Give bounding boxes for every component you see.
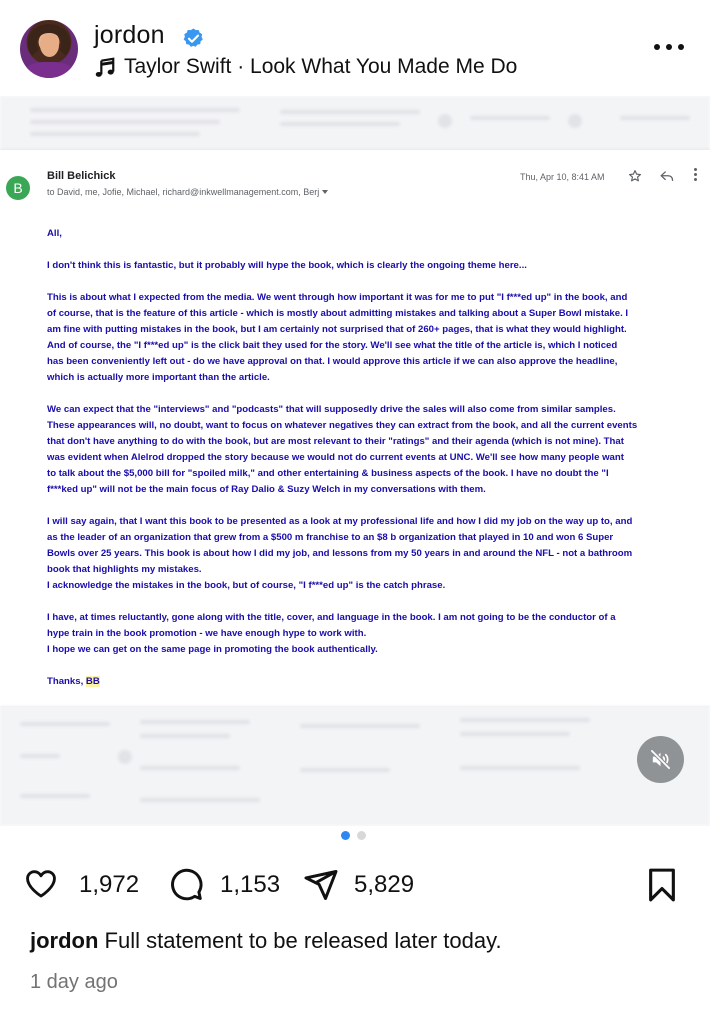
mute-button[interactable] <box>637 736 684 783</box>
action-bar <box>0 860 710 912</box>
email-line: of course, that is the feature of this article - which is mostly about admitting mistakes and talking about a Super Bowl mistake. I <box>47 308 629 319</box>
email-line: am fine with putting mistakes in the book, but I am certainly not surprised that of 260+ pages, that is what they would highlight. <box>47 324 627 335</box>
share-count[interactable]: 5,829 <box>354 871 415 898</box>
email-signoff: Thanks, BB <box>47 676 100 687</box>
email-line: to talk about the $5,000 bill for "spoiled milk," and other entertaining & business aspects of the book. I have no doubt the "I <box>47 468 609 479</box>
song-title[interactable]: Taylor Swift · Look What You Made Me Do <box>124 55 518 78</box>
chevron-down-icon <box>322 190 328 194</box>
paper-plane-icon[interactable] <box>303 867 339 903</box>
blurred-background-bottom <box>0 706 710 826</box>
email-body <box>47 226 710 690</box>
caption-username[interactable]: jordon <box>30 928 99 953</box>
carousel-dot <box>357 831 366 840</box>
email-line: which is actually more important than the article. <box>47 372 270 383</box>
more-options-icon[interactable] <box>654 42 686 52</box>
email-line: I will say again, that I want this book to be presented as a look at my professional life and how I did my job on the way up to, and <box>47 516 633 527</box>
post-header <box>0 0 710 96</box>
sender-name: Bill Belichick <box>47 170 116 182</box>
email-line: as the leader of an organization that grew from a $500 m franchise to an $8 b organization that played in 10 and won 6 Super <box>47 532 614 543</box>
sender-avatar: B <box>6 176 30 200</box>
email-line: I acknowledge the mistakes in the book, but of course, "I f***ed up" is the catch phrase. <box>47 580 446 591</box>
email-line: We can expect that the "interviews" and "podcasts" that will supposedly drive the sales will also come from similar samples. <box>47 404 616 415</box>
email-screenshot <box>0 150 710 706</box>
heart-icon[interactable] <box>23 867 59 901</box>
email-line: I have, at times reluctantly, gone along with the title, cover, and language in the book. I am not going to be the conductor of a <box>47 612 616 623</box>
carousel-indicator <box>341 831 371 841</box>
email-line: hype train in the book promotion - we have enough hype to work with. <box>47 628 367 639</box>
email-line: These appearances will, no doubt, want to focus on whatever negatives they can extract from the book, and all the current events <box>47 420 638 431</box>
email-line: that don't have anything to do with the book, but are most relevant to their "ratings" and their agenda (which is not mine). That <box>47 436 624 447</box>
email-line: I don't think this is fantastic, but it probably will hype the book, which is clearly the ongoing theme here... <box>47 260 527 271</box>
carousel-dot-active <box>341 831 350 840</box>
caption <box>30 928 502 954</box>
post-username[interactable]: jordon <box>94 21 165 49</box>
post-timestamp: 1 day ago <box>30 971 118 993</box>
signoff-initials: BB <box>85 676 100 687</box>
email-line: book that highlights my mistakes. <box>47 564 202 575</box>
like-count[interactable]: 1,972 <box>79 871 140 898</box>
reply-icon <box>660 170 674 182</box>
recipients-line: to David, me, Jofie, Michael, richard@inkwellmanagement.com, Berj <box>47 187 328 197</box>
email-line: Bowls over 25 years. This book is about how I did my job, and lessons from my 50 years in and around the NFL - not a bathroom <box>47 548 633 559</box>
email-line: has been conveniently left out - do we have approval on that. I would approve this article if we can also approve the headline, <box>47 356 618 367</box>
email-line: f***ked up" will not be the main focus of Ray Dalio & Suzy Welch in my conversations with them. <box>47 484 486 495</box>
verified-badge-icon <box>182 27 205 50</box>
bookmark-icon[interactable] <box>645 866 679 904</box>
caption-text: Full statement to be released later today. <box>98 928 502 953</box>
blurred-background-top <box>0 96 710 150</box>
email-line: was evident when Alelrod dropped the story because we would not do current events at UNC. We'll see how many people want <box>47 452 624 463</box>
post-media[interactable] <box>0 96 710 826</box>
music-note-icon <box>94 57 116 79</box>
speaker-muted-icon <box>649 748 672 771</box>
email-date: Thu, Apr 10, 8:41 AM <box>520 172 605 182</box>
email-more-icon <box>694 168 698 182</box>
comment-bubble-icon[interactable] <box>168 867 204 903</box>
avatar[interactable] <box>20 20 78 78</box>
email-line: This is about what I expected from the media. We went through how important it was for me to put "I f***ed up" in the book, and <box>47 292 628 303</box>
email-line: And of course, the "I f***ed up" is the click bait they used for the story. We'll see what the title of the article is, which I noticed <box>47 340 618 351</box>
email-greeting: All, <box>47 228 62 239</box>
star-icon <box>628 169 642 183</box>
email-line: I hope we can get on the same page in promoting the book authentically. <box>47 644 378 655</box>
comment-count[interactable]: 1,153 <box>220 871 281 898</box>
